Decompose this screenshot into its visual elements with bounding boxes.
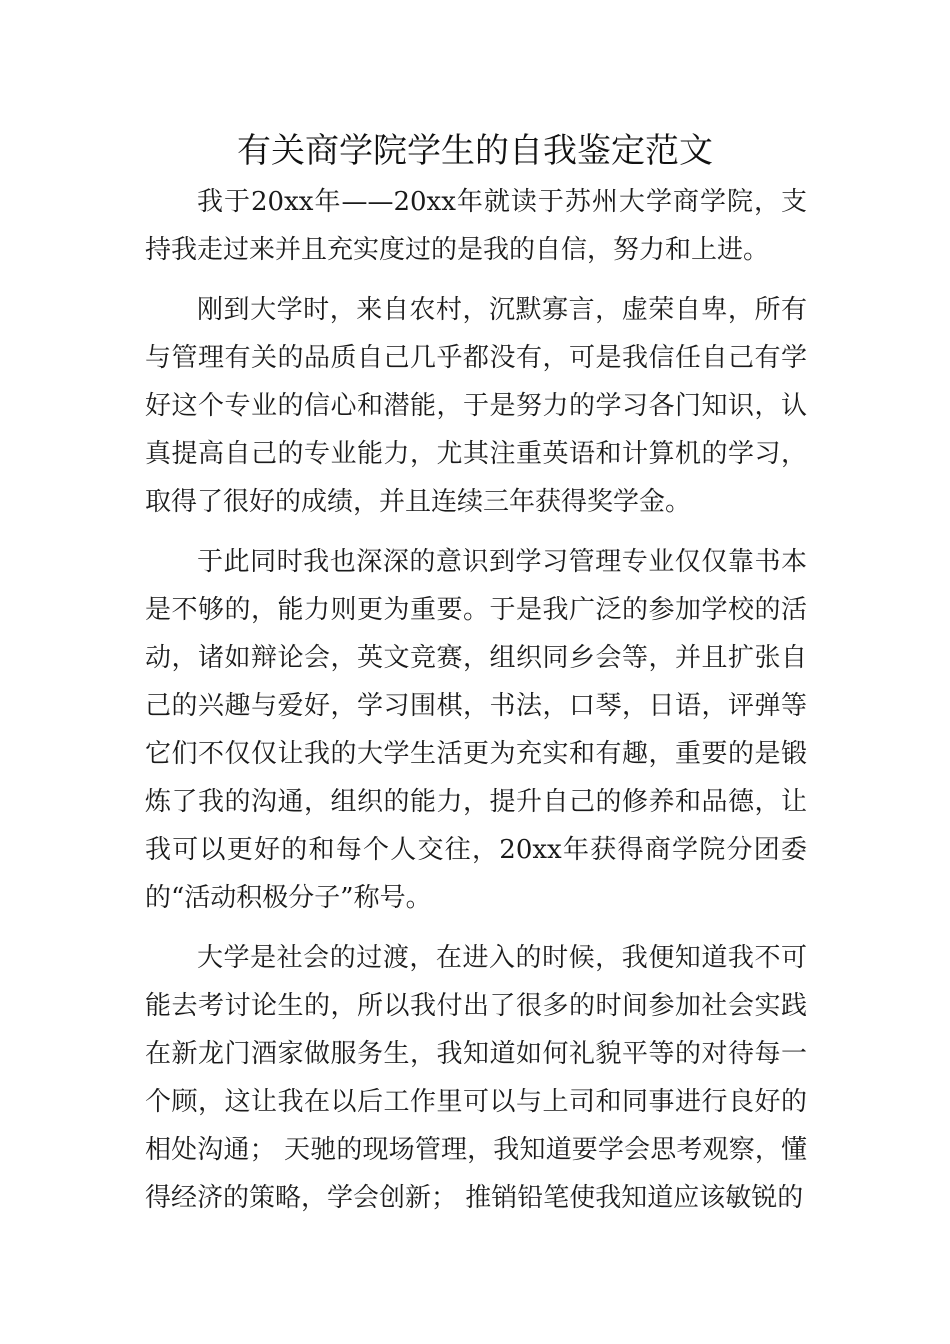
paragraph: 于此同时我也深深的意识到学习管理专业仅仅靠书本是不够的，能力则更为重要。于是我广泛的参加学校的活动，诸如辩论会，英文竞赛，组织同乡会等，并且扩张自己的兴趣与爱好，学习围棋，书法，口琴，日语，评弹等它们不仅仅让我的大学生活更为充实和有趣，重要的是锻炼了我的沟通，组织的能力，提升自己的修养和品德，让我可以更好的和每个人交往，20xx年获得商学院分团委的“活动积极分子”称号。 — [145, 547, 807, 913]
paragraph: 大学是社会的过渡，在进入的时候，我便知道我不可能去考讨论生的，所以我付出了很多的时间参加社会实践在新龙门酒家做服务生，我知道如何礼貌平等的对待每一个顾，这让我在以后工作里可以与上司和同事进行良好的相处沟通； 天驰的现场管理，我知道要学会思考观察，懂得经济的策略，学会创新； 推销铅笔使我知道应该敏锐的 — [145, 943, 807, 1213]
document-title: 有关商学院学生的自我鉴定范文 — [237, 131, 713, 171]
document-body — [145, 178, 807, 1222]
paragraph: 刚到大学时，来自农村，沉默寡言，虚荣自卑，所有与管理有关的品质自己几乎都没有，可是我信任自己有学好这个专业的信心和潜能，于是努力的学习各门知识，认真提高自己的专业能力，尤其注重英语和计算机的学习，取得了很好的成绩，并且连续三年获得奖学金。 — [145, 295, 807, 517]
paragraph: 我于20xx年——20xx年就读于苏州大学商学院，支持我走过来并且充实度过的是我的自信，努力和上进。 — [145, 187, 807, 265]
